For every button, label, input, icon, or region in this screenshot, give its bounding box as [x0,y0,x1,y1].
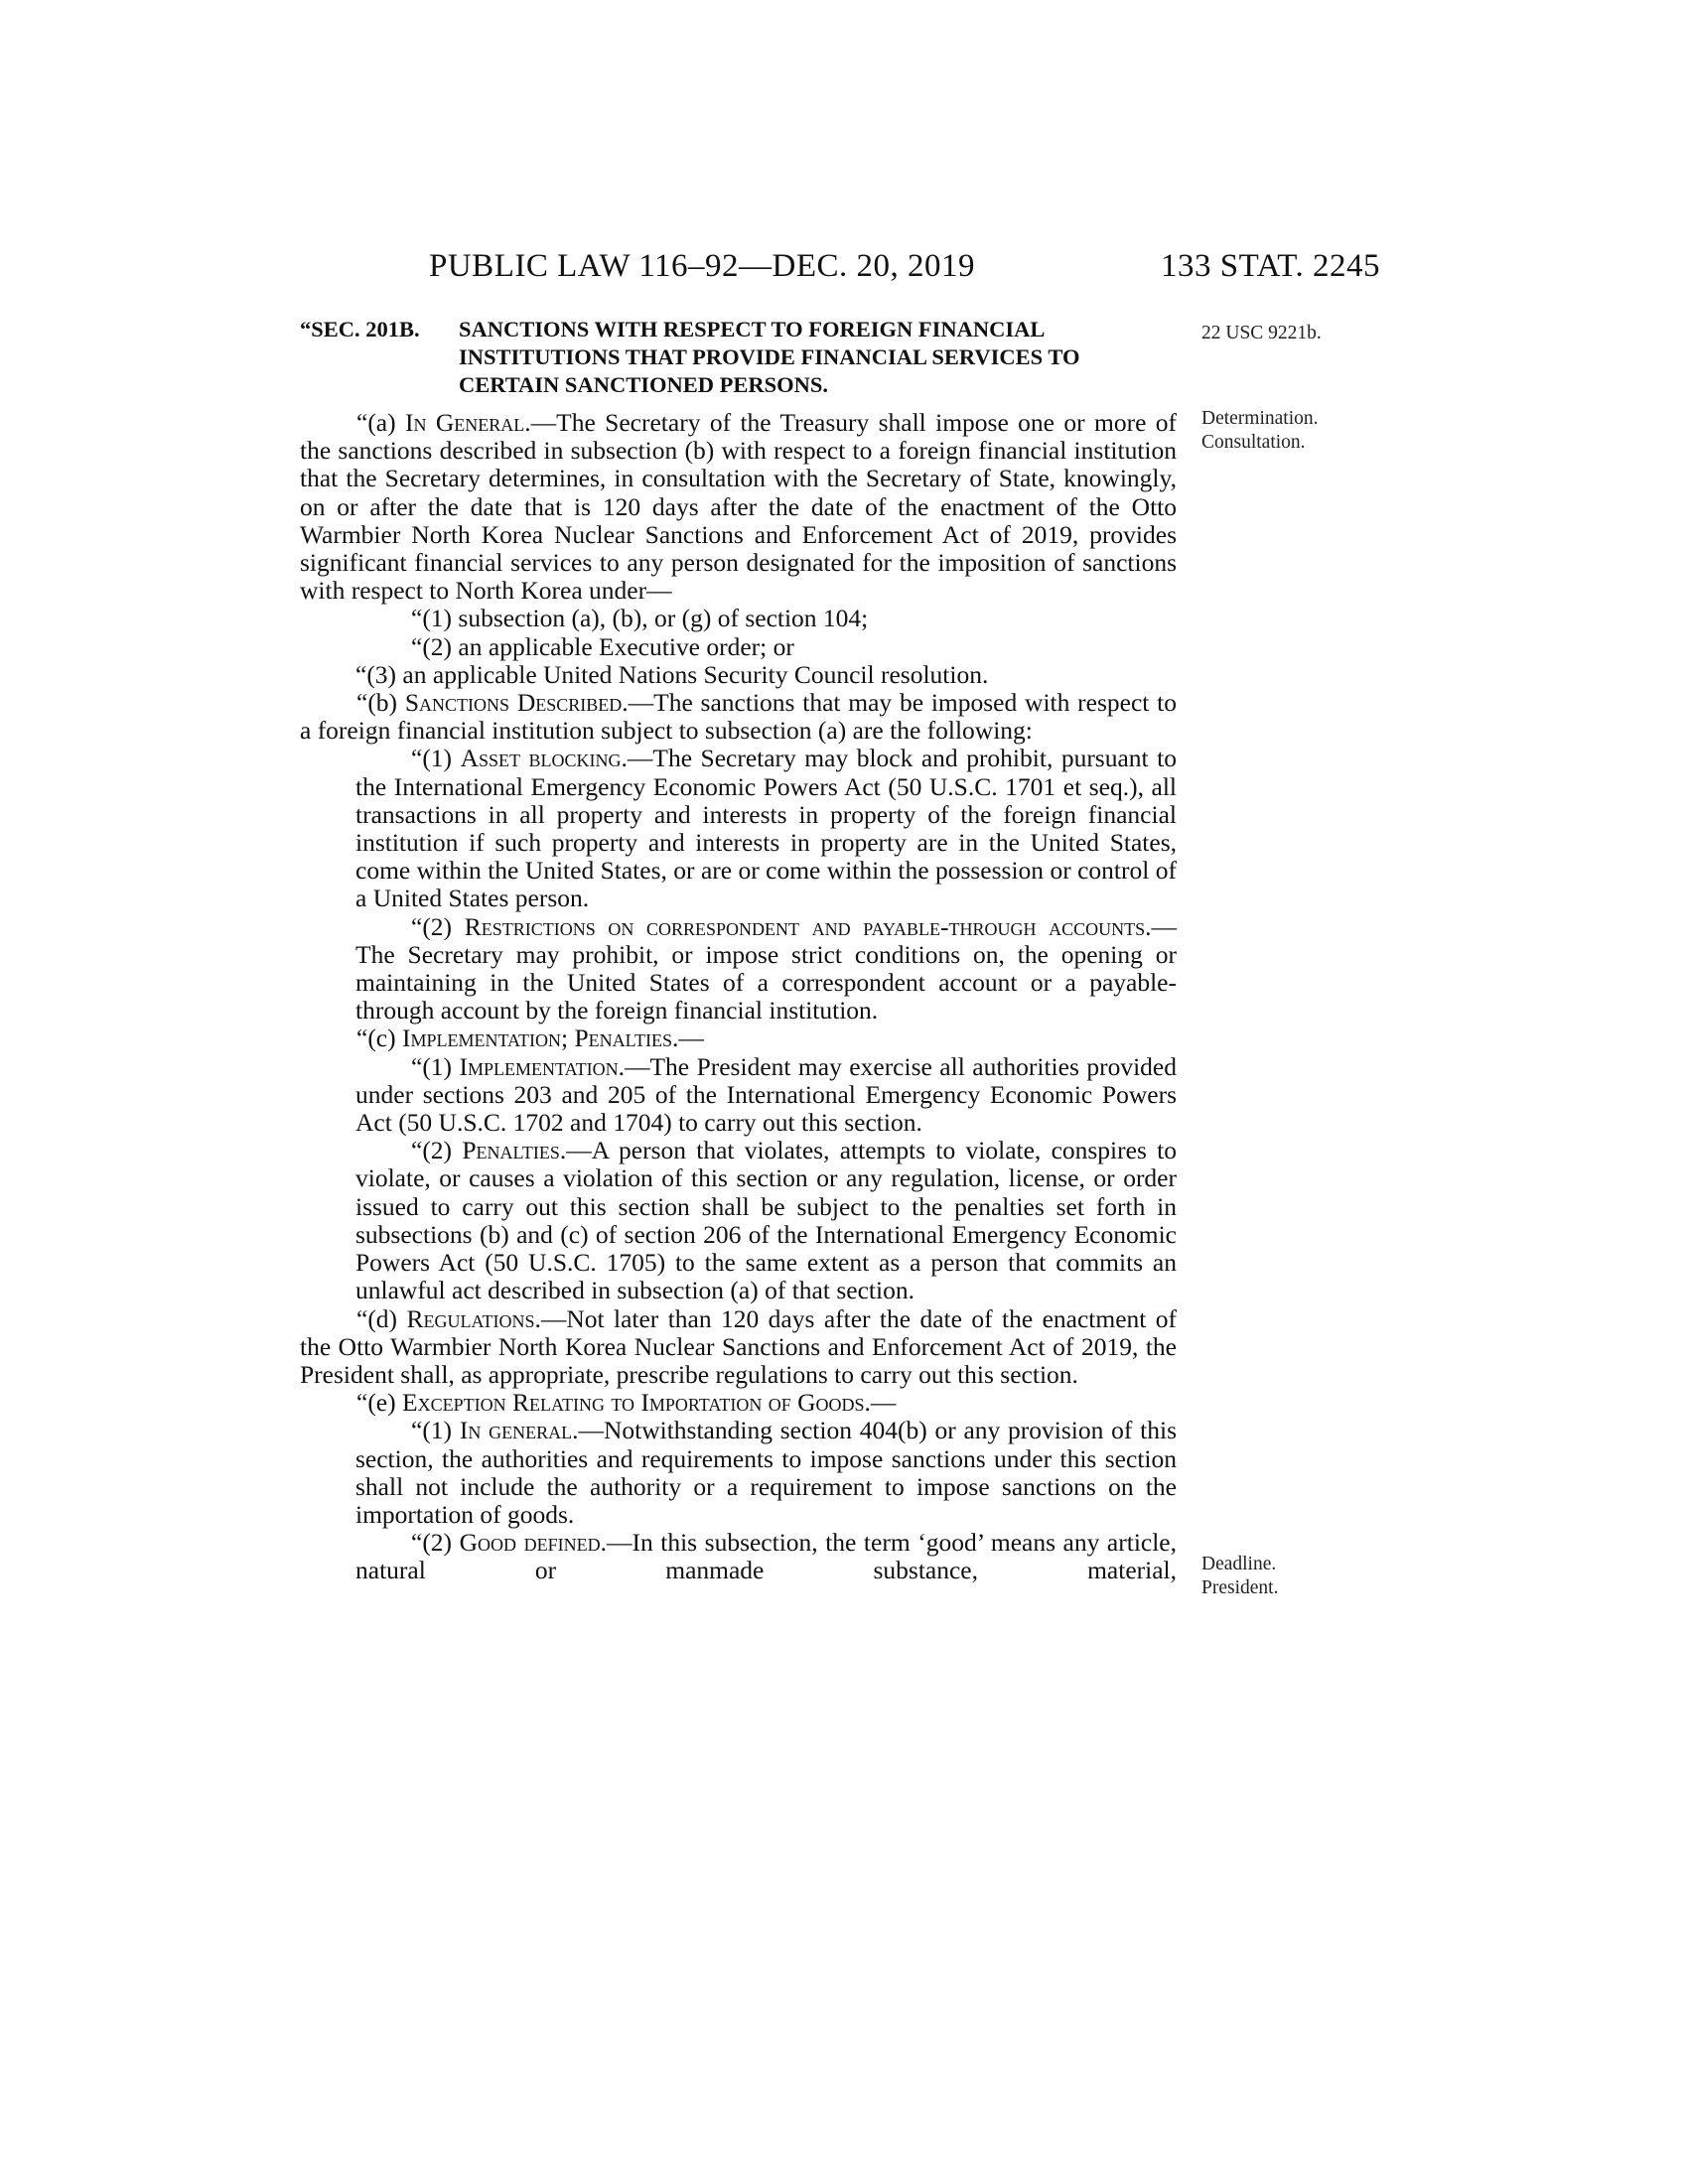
subsection-c [300,1024,1177,1052]
subsection-c-heading: Implementation; Penalties [402,1024,673,1053]
subsection-c-label: “(c) [356,1024,402,1053]
subsection-d [300,1305,1177,1390]
paragraph-e1-heading: In general [459,1416,573,1445]
paragraph-a1: “(1) subsection (a), (b), or (g) of section 104; [411,604,869,633]
margin-note-consultation-text: Consultation. [1201,432,1306,453]
section-body [300,409,1177,1585]
paragraph-b2 [300,913,1177,1025]
margin-note-deadline [1201,1553,1278,1600]
paragraph-e2-label: “(2) [411,1528,460,1558]
paragraph-c1 [300,1053,1177,1138]
margin-note-usc: 22 USC 9221b. [1201,323,1322,343]
paragraph-c1-heading: Implementation [459,1051,619,1081]
paragraph-b2-text: .—The Secretary may prohibit, or impose strict conditions on, the opening or maintaining in the United States of a correspondent account or a payable-through account by the foreign financial institution. [355,911,1178,1025]
paragraph-c1-label: “(1) [411,1051,460,1081]
subsection-d-text: .—Not later than 120 days after the date of the enactment of the Otto Warmbier North Korea Nuclear Sanctions and Enforcement Act of 2019, the President shall, as appropriate, prescribe regulations to carry out this section. [300,1303,1177,1389]
paragraph-b1 [300,745,1177,912]
paragraph-e1 [300,1417,1177,1529]
subsection-a-label: “(a) [356,408,405,437]
subsection-b-text: .—The sanctions that may be imposed with respect to a foreign financial institution subject to subsection (a) are the following: [300,688,1177,746]
margin-note-determination [1201,407,1319,455]
paragraph-e1-label: “(1) [411,1416,460,1445]
margin-note-determination-text: Determination. [1201,408,1319,429]
paragraph-c2-heading: Penalties [462,1136,560,1165]
paragraph-c2-text: .—A person that violates, attempts to violate, conspires to violate, or causes a violation of this section or any regulation, license, or order issued to carry out this section shall be subject to the penalties set forth in subsections (b) and (c) of section 206 of the International Emergency Economic Powers Act (50 U.S.C. 1705) to the same extent as a person that commits an unlawful act described in subsection (a) of that section. [355,1136,1177,1305]
section-title: SANCTIONS WITH RESPECT TO FOREIGN FINANCIAL INSTITUTIONS THAT PROVIDE FINANCIAL SERVICES TO CERTAIN SANCTIONED PERSONS. [459,317,1080,397]
paragraph-e2 [300,1529,1177,1584]
margin-note-deadline-text: Deadline. [1201,1554,1277,1574]
paragraph-c1-text: .—The President may exercise all authorities provided under sections 203 and 205 of the International Emergency Economic Powers Act (50 U.S.C. 1702 and 1704) to carry out this section. [355,1051,1177,1138]
subsection-e-label: “(e) [356,1388,402,1418]
paragraph-e2-heading: Good defined [459,1528,601,1558]
subsection-b-label: “(b) [356,688,405,718]
subsection-a-text: .—The Secretary of the Treasury shall impose one or more of the sanctions described in subsection (b) with respect to a foreign financial institution that the Secretary determines, in consultation with the Secretary of State, knowingly, on or after the date that is 120 days after the date of the enactment of the Otto Warmbier North Korea Nuclear Sanctions and Enforcement Act of 2019, provides significant financial services to any person designated for the imposition of sanctions with respect to North Korea under— [300,408,1177,606]
section-heading [300,316,1177,399]
section-number: “SEC. 201B. [300,317,420,341]
paragraph-b2-label: “(2) [411,911,465,941]
paragraph-c2-label: “(2) [411,1136,463,1165]
subsection-e-text: .— [864,1388,897,1418]
paragraph-b1-text: .—The Secretary may block and prohibit, pursuant to the International Emergency Economic Powers Act (50 U.S.C. 1701 et seq.), all transactions in all property and interests in property of the foreign financial institution if such property and interests in property are in the United States, come within the United States, or are or come within the possession or control of a United States person. [355,744,1177,913]
page-header-stat: 133 STAT. 2245 [1160,248,1380,284]
subsection-a-heading: In General [405,408,525,437]
paragraph-a2: “(2) an applicable Executive order; or [411,631,794,661]
paragraph-b1-heading: Asset blocking [460,744,622,773]
subsection-b [300,689,1177,745]
paragraph-a3: “(3) an applicable United Nations Security Council resolution. [355,659,989,689]
page-header-title: PUBLIC LAW 116–92—DEC. 20, 2019 [429,248,976,284]
margin-note-president-text: President. [1201,1577,1279,1598]
subsection-e [300,1389,1177,1417]
paragraph-b1-label: “(1) [411,744,461,773]
paragraph-e2-text: .—In this subsection, the term ‘good’ means any article, natural or manmade substance, material, [355,1528,1178,1585]
subsection-a [300,409,1177,605]
subsection-c-text: .— [672,1024,704,1053]
subsection-b-heading: Sanctions Described [404,688,623,718]
paragraph-b2-heading: Restrictions on correspondent and payable-through accounts [464,911,1146,941]
subsection-d-heading: Regulations [406,1303,535,1333]
paragraph-e1-text: .—Notwithstanding section 404(b) or any provision of this section, the authorities and requirements to impose sanctions under this section shall not include the authority or a requirement to impose sanctions on the importation of goods. [355,1416,1177,1529]
subsection-e-heading: Exception Relating to Importation of Goods [402,1388,865,1418]
subsection-d-label: “(d) [356,1303,407,1333]
paragraph-c2 [300,1137,1177,1304]
